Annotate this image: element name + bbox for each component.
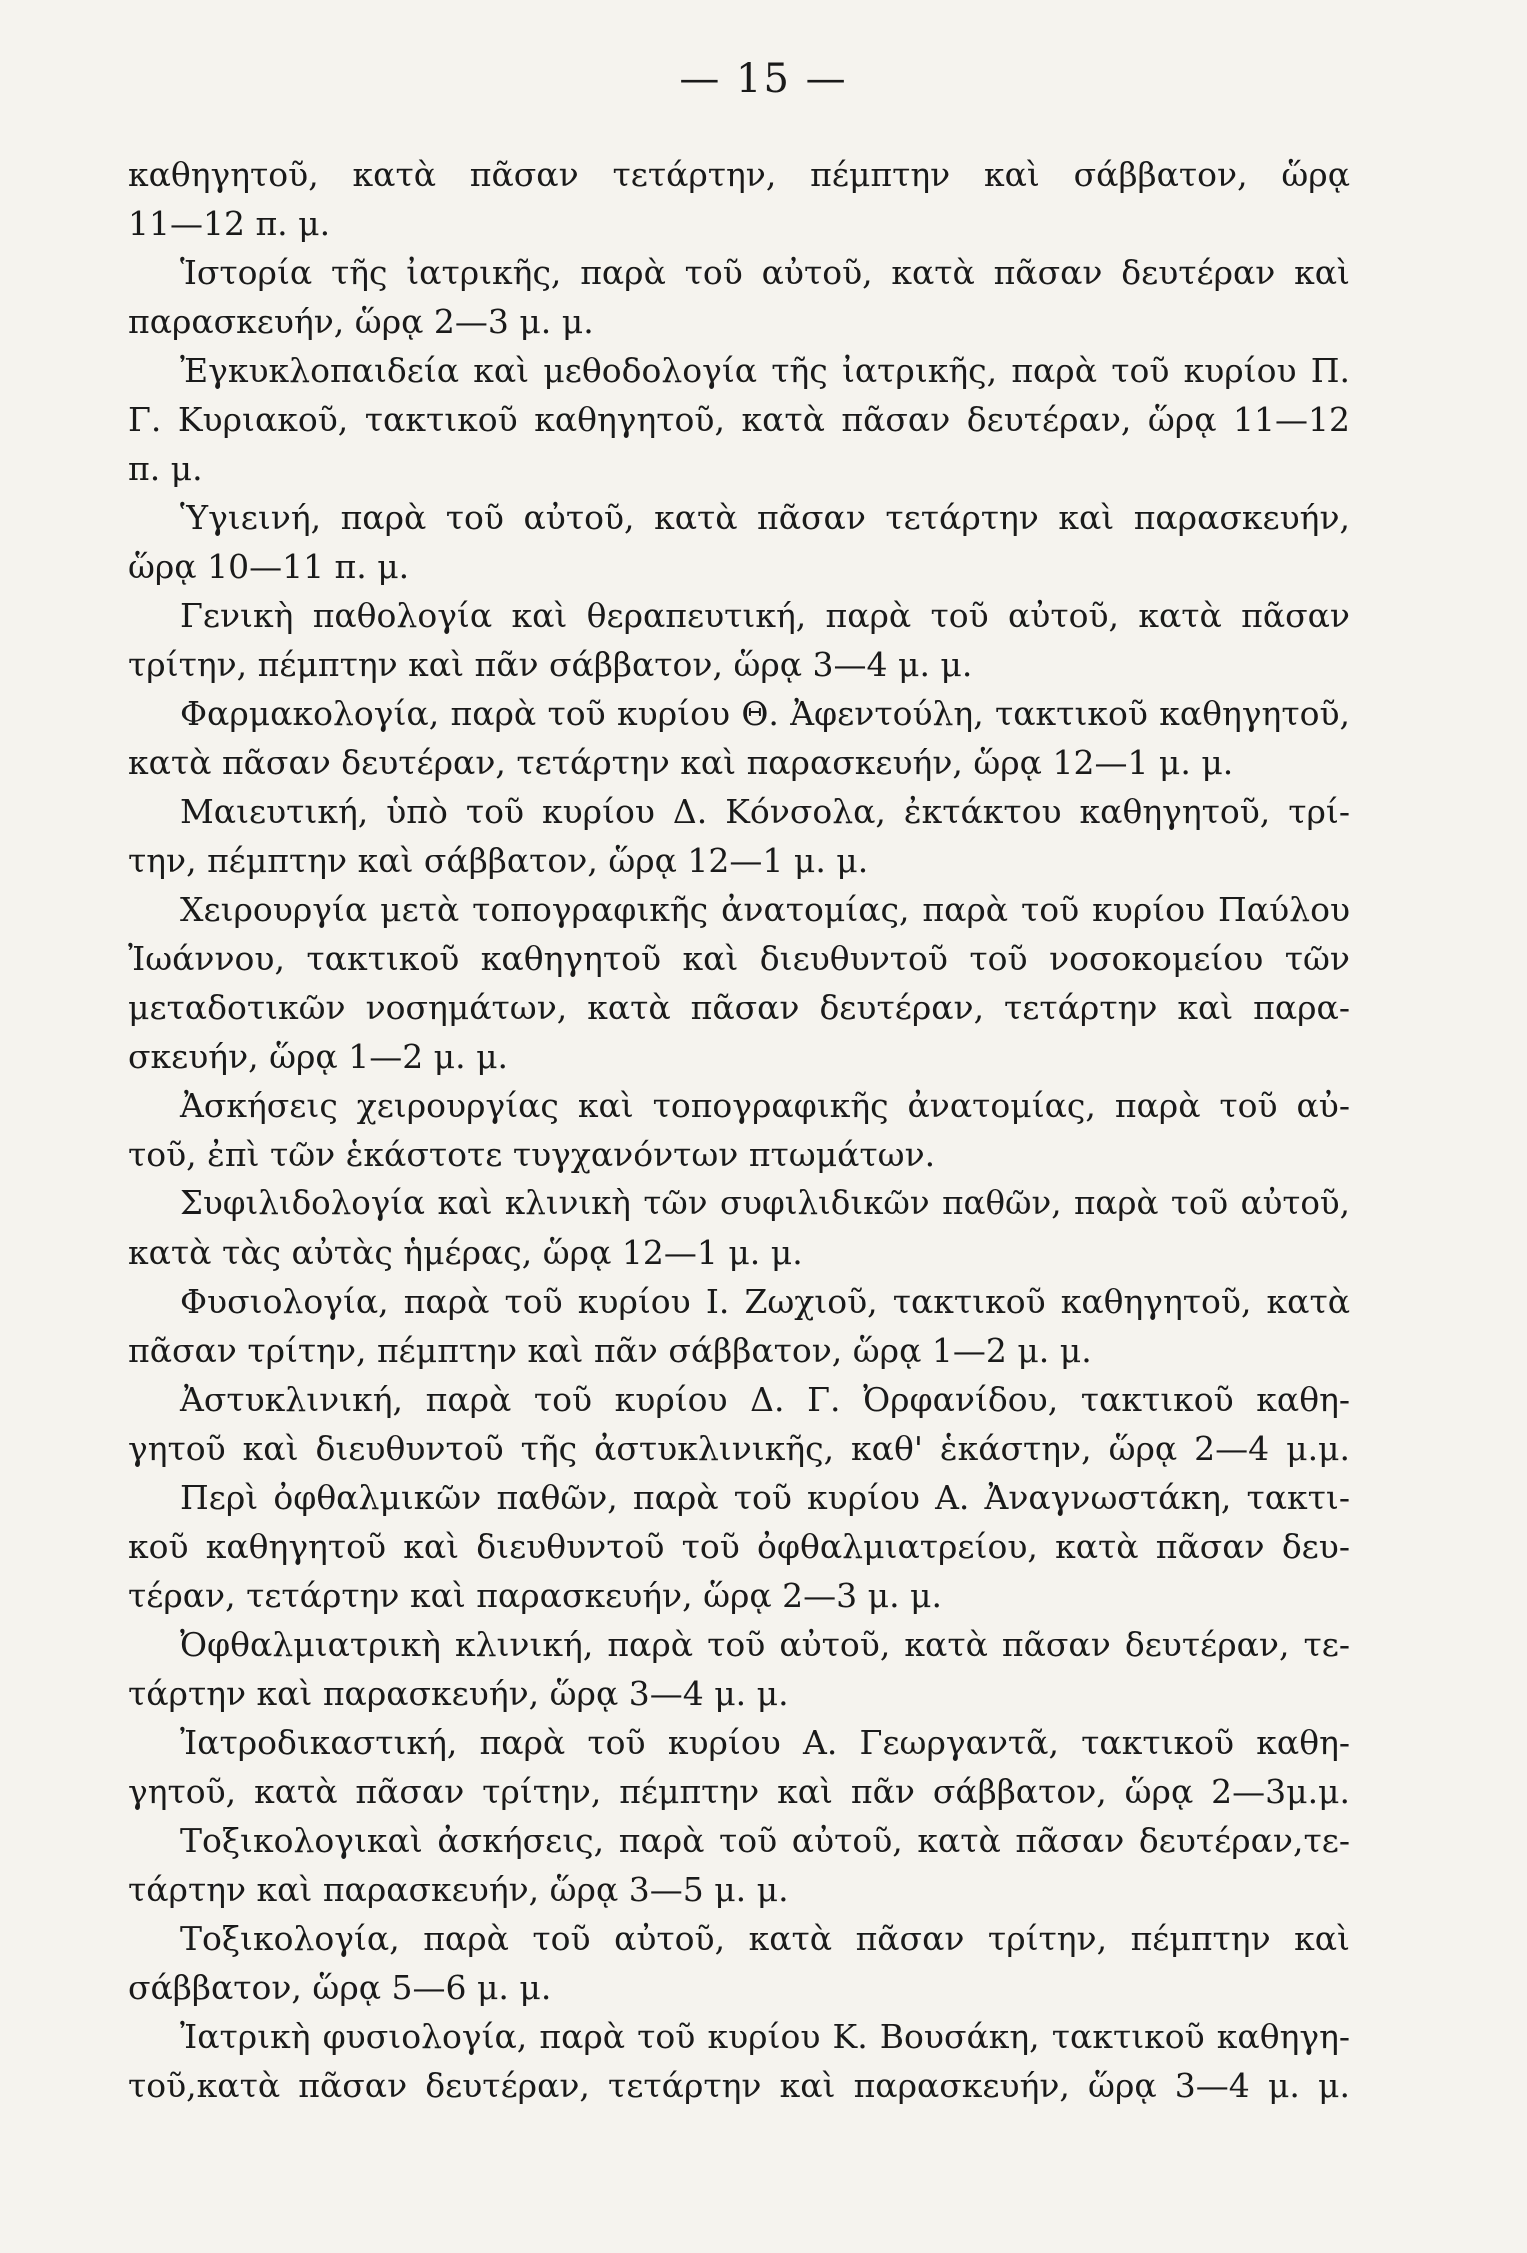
- text-line-40: τοῦ,κατὰ πᾶσαν δευτέραν, τετάρτην καὶ παρασκευήν, ὥρᾳ 3—4 μ. μ.: [128, 2066, 1350, 2105]
- text-line-8: Ὑγιεινή, παρὰ τοῦ αὐτοῦ, κατὰ πᾶσαν τετάρτην καὶ παρασκευήν,: [180, 498, 1350, 537]
- text-line-22: Συφιλιδολογία καὶ κλινικὴ τῶν συφιλιδικῶν παθῶν, παρὰ τοῦ αὐτοῦ,: [180, 1184, 1350, 1222]
- text-line-36: τάρτην καὶ παρασκευήν, ὥρᾳ 3—5 μ. μ.: [128, 1870, 789, 1909]
- text-line-30: τέραν, τετάρτην καὶ παρασκευήν, ὥρᾳ 2—3 μ. μ.: [128, 1576, 942, 1615]
- text-line-25: πᾶσαν τρίτην, πέμπτην καὶ πᾶν σάββατον, ὥρᾳ 1—2 μ. μ.: [128, 1331, 1092, 1370]
- text-line-31: Ὀφθαλμιατρικὴ κλινική, παρὰ τοῦ αὐτοῦ, κατὰ πᾶσαν δευτέραν, τε-: [180, 1625, 1350, 1664]
- text-line-7: π. μ.: [128, 449, 203, 488]
- text-line-26: Ἀστυκλινική, παρὰ τοῦ κυρίου Δ. Γ. Ὀρφανίδου, τακτικοῦ καθη-: [180, 1380, 1350, 1419]
- text-line-38: σάββατον, ὥρᾳ 5—6 μ. μ.: [128, 1968, 552, 2007]
- text-line-27: γητοῦ καὶ διευθυντοῦ τῆς ἀστυκλινικῆς, καθ' ἑκάστην, ὥρᾳ 2—4 μ.μ.: [128, 1429, 1350, 1468]
- text-line-24: Φυσιολογία, παρὰ τοῦ κυρίου Ι. Ζωχιοῦ, τακτικοῦ καθηγητοῦ, κατὰ: [180, 1282, 1350, 1321]
- text-line-12: Φαρμακολογία, παρὰ τοῦ κυρίου Θ. Ἀφεντούλη, τακτικοῦ καθηγητοῦ,: [180, 694, 1350, 733]
- text-line-34: γητοῦ, κατὰ πᾶσαν τρίτην, πέμπτην καὶ πᾶν σάββατον, ὥρᾳ 2—3μ.μ.: [128, 1772, 1350, 1811]
- text-line-32: τάρτην καὶ παρασκευήν, ὥρᾳ 3—4 μ. μ.: [128, 1674, 789, 1713]
- text-line-17: Ἰωάννου, τακτικοῦ καθηγητοῦ καὶ διευθυντοῦ τοῦ νοσοκομείου τῶν: [128, 939, 1350, 978]
- text-line-23: κατὰ τὰς αὐτὰς ἡμέρας, ὥρᾳ 12—1 μ. μ.: [128, 1233, 803, 1272]
- text-line-4: παρασκευήν, ὥρᾳ 2—3 μ. μ.: [128, 302, 594, 341]
- body-text: [128, 150, 1350, 2110]
- text-line-21: τοῦ, ἐπὶ τῶν ἑκάστοτε τυγχανόντων πτωμάτων.: [128, 1135, 936, 1174]
- text-line-28: Περὶ ὀφθαλμικῶν παθῶν, παρὰ τοῦ κυρίου Α. Ἀναγνωστάκη, τακτι-: [180, 1478, 1350, 1517]
- text-line-18: μεταδοτικῶν νοσημάτων, κατὰ πᾶσαν δευτέραν, τετάρτην καὶ παρα-: [128, 988, 1350, 1027]
- text-line-19: σκευήν, ὥρᾳ 1—2 μ. μ.: [128, 1037, 509, 1076]
- text-line-6: Γ. Κυριακοῦ, τακτικοῦ καθηγητοῦ, κατὰ πᾶσαν δευτέραν, ὥρᾳ 11—12: [128, 400, 1350, 439]
- text-line-14: Μαιευτική, ὑπὸ τοῦ κυρίου Δ. Κόνσολα, ἐκτάκτου καθηγητοῦ, τρί-: [180, 792, 1350, 831]
- text-line-33: Ἰατροδικαστική, παρὰ τοῦ κυρίου Α. Γεωργαντᾶ, τακτικοῦ καθη-: [180, 1723, 1350, 1762]
- text-line-15: την, πέμπτην καὶ σάββατον, ὥρᾳ 12—1 μ. μ.: [128, 841, 869, 880]
- text-line-5: Ἐγκυκλοπαιδεία καὶ μεθοδολογία τῆς ἰατρικῆς, παρὰ τοῦ κυρίου Π.: [180, 351, 1350, 390]
- text-line-39: Ἰατρικὴ φυσιολογία, παρὰ τοῦ κυρίου Κ. Βουσάκη, τακτικοῦ καθηγη-: [180, 2017, 1350, 2056]
- text-line-2: 11—12 π. μ.: [128, 204, 331, 243]
- text-line-20: Ἀσκήσεις χειρουργίας καὶ τοπογραφικῆς ἀνατομίας, παρὰ τοῦ αὐ-: [180, 1086, 1350, 1125]
- text-line-3: Ἱστορία τῆς ἰατρικῆς, παρὰ τοῦ αὐτοῦ, κατὰ πᾶσαν δευτέραν καὶ: [180, 253, 1350, 292]
- text-line-13: κατὰ πᾶσαν δευτέραν, τετάρτην καὶ παρασκευήν, ὥρᾳ 12—1 μ. μ.: [128, 743, 1234, 782]
- text-line-11: τρίτην, πέμπτην καὶ πᾶν σάββατον, ὥρᾳ 3—4 μ. μ.: [128, 645, 973, 684]
- text-line-37: Τοξικολογία, παρὰ τοῦ αὐτοῦ, κατὰ πᾶσαν τρίτην, πέμπτην καὶ: [180, 1919, 1350, 1958]
- text-line-35: Τοξικολογικαὶ ἀσκήσεις, παρὰ τοῦ αὐτοῦ, κατὰ πᾶσαν δευτέραν,τε-: [180, 1821, 1350, 1860]
- text-line-10: Γενικὴ παθολογία καὶ θεραπευτική, παρὰ τοῦ αὐτοῦ, κατὰ πᾶσαν: [180, 596, 1350, 635]
- page-number: — 15 —: [679, 56, 848, 102]
- text-line-1: καθηγητοῦ, κατὰ πᾶσαν τετάρτην, πέμπτην καὶ σάββατον, ὥρᾳ: [128, 155, 1350, 194]
- text-line-9: ὥρᾳ 10—11 π. μ.: [128, 547, 410, 586]
- text-line-29: κοῦ καθηγητοῦ καὶ διευθυντοῦ τοῦ ὀφθαλμιατρείου, κατὰ πᾶσαν δευ-: [128, 1527, 1350, 1566]
- text-line-16: Χειρουργία μετὰ τοπογραφικῆς ἀνατομίας, παρὰ τοῦ κυρίου Παύλου: [180, 890, 1350, 929]
